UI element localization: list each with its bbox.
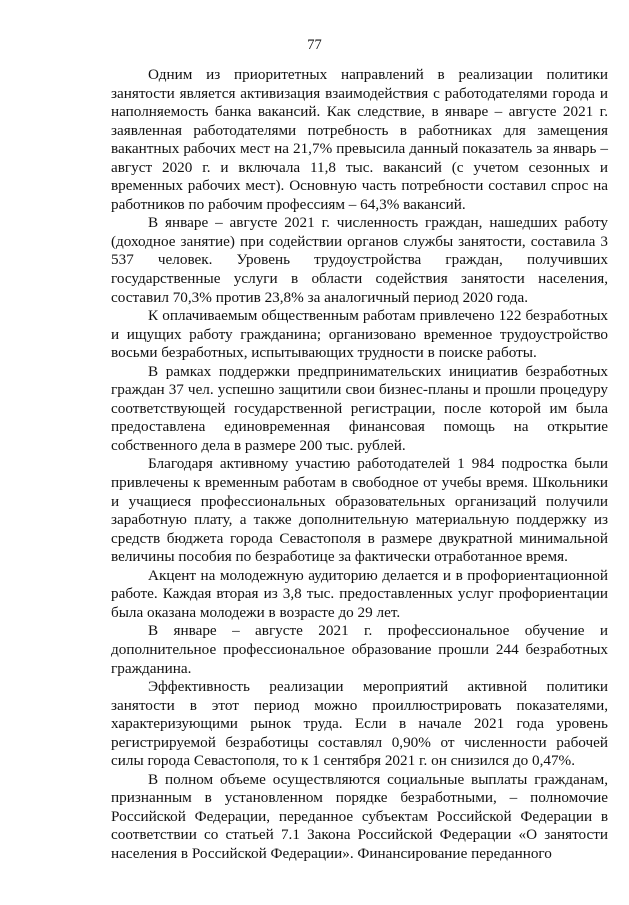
paragraph-vacancies: Одним из приоритетных направлений в реализации политики занятости является активизация взаимодействия с работодателями города и наполняемость банка вакансий. Как следствие, в январе – августе 2021 г. заявленная работодателями потребность в работниках для замещения вакантных рабочих мест на 21,7% превысила данный показатель за январь – август 2020 г. и включала 11,8 тыс. вакансий (с учетом сезонных и временных рабочих мест). Основную часть потребности составил спрос на работников по рабочим профессиям – 64,3% вакансий. — [111, 66, 608, 213]
paragraph-career-guidance: Акцент на молодежную аудиторию делается и в профориентационной работе. Каждая вторая из 3,8 тыс. предоставленных услуг профориентации была оказана молодежи в возрасте до 29 лет. — [111, 566, 608, 621]
paragraph-training: В январе – августе 2021 г. профессиональное обучение и дополнительное профессиональное образование прошли 244 безработных гражданина. — [111, 622, 608, 677]
paragraph-public-works: К оплачиваемым общественным работам привлечено 122 безработных и ищущих работу гражданина; организовано временное трудоустройство восьми безработных, испытывающих трудности в поиске работы. — [111, 307, 608, 362]
paragraph-entrepreneurship: В рамках поддержки предпринимательских инициатив безработных граждан 37 чел. успешно защитили свои бизнес-планы и прошли процедуру соответствующей государственной регистрации, после которой им была предоставлена единовременная финансовая помощь на открытие собственного дела в размере 200 тыс. рублей. — [111, 362, 608, 454]
paragraph-teenagers: Благодаря активному участию работодателей 1 984 подростка были привлечены к временным работам в свободное от учебы время. Школьники и учащиеся профессиональных образовательных организаций получили заработную плату, а также дополнительную материальную поддержку из средств бюджета города Севастополя в размере двукратной минимальной величины пособия по безработице за фактически отработанное время. — [111, 455, 608, 566]
paragraph-employment: В январе – августе 2021 г. численность граждан, нашедших работу (доходное занятие) при содействии органов службы занятости, составила 3 537 человек. Уровень трудоустройства граждан, получивших государственные услуги в области содействия занятости населения, составил 70,3% против 23,8% за аналогичный период 2020 года. — [111, 214, 608, 306]
page-number: 77 — [307, 37, 322, 53]
paragraph-unemployment-rate: Эффективность реализации мероприятий активной политики занятости в этот период можно проиллюстрировать показателями, характеризующими рынок труда. Если в начале 2021 года уровень регистрируемой безработицы составлял 0,90% от численности рабочей силы города Севастополя, то к 1 сентября 2021 г. он снизился до 0,47%. — [111, 678, 608, 770]
paragraph-social-payments: В полном объеме осуществляются социальные выплаты гражданам, признанным в установленном порядке безработными, – полномочие Российской Федерации, переданное субъектам Российской Федерации в соответствии со статьей 7.1 Закона Российской Федерации «О занятости населения в Российской Федерации». Финансирование переданного — [111, 770, 608, 862]
document-body — [111, 66, 608, 864]
